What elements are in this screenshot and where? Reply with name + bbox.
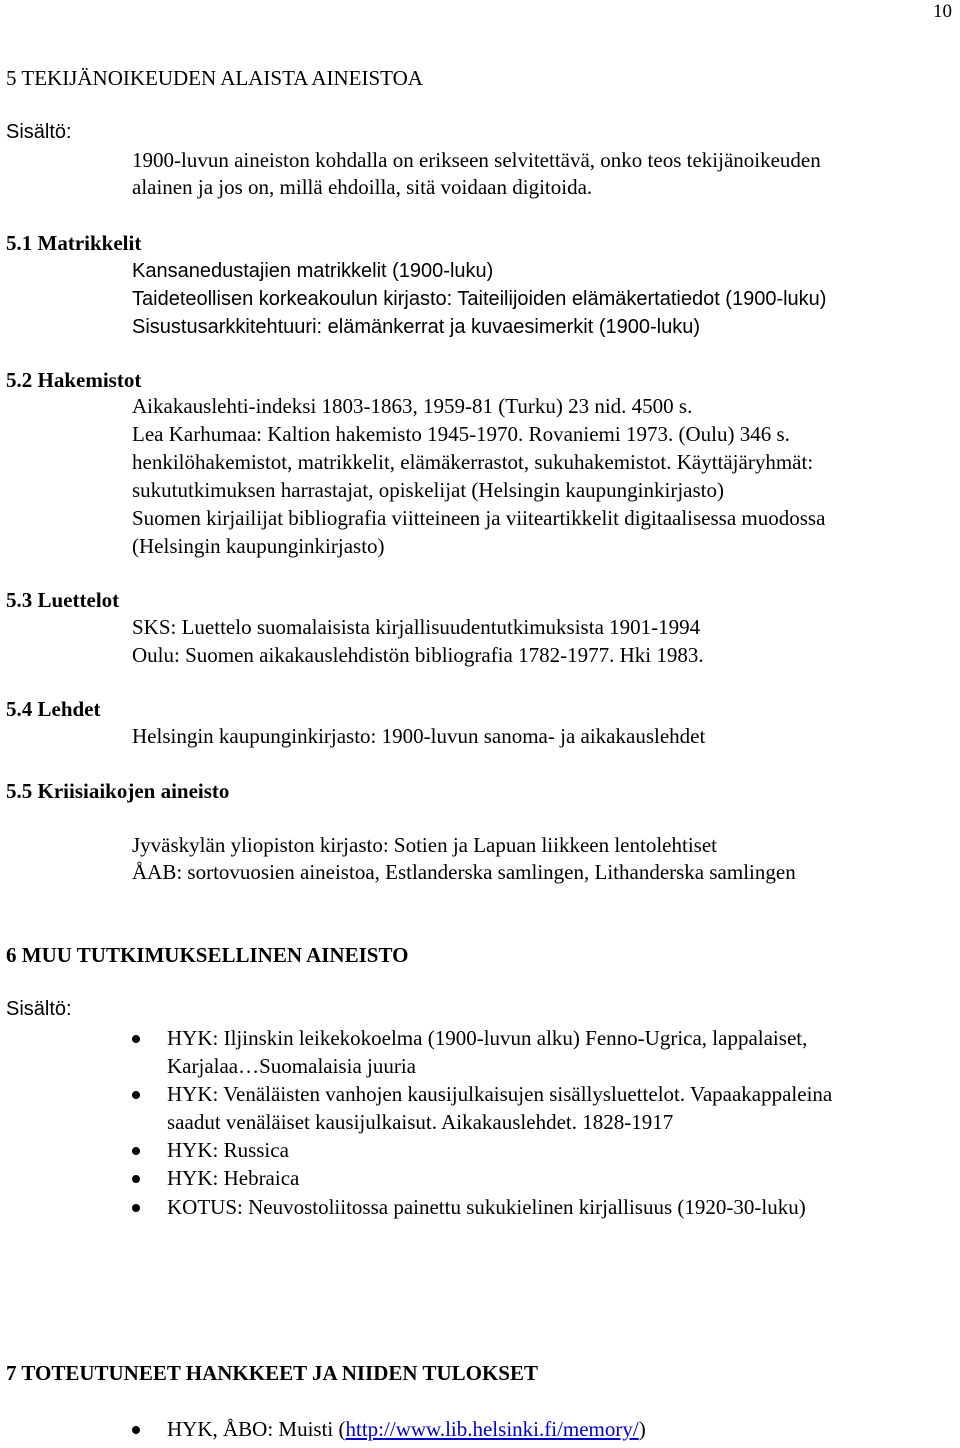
section-5-3-line: Oulu: Suomen aikakauslehdistön bibliografia 1782-1977. Hki 1983.	[132, 643, 704, 667]
page-number: 10	[933, 1, 952, 22]
section-7-bullet-suffix: )	[638, 1417, 646, 1441]
section-5-5-line: ÅAB: sortovuosien aineistoa, Estlanderska samlingen, Lithanderska samlingen	[132, 860, 796, 884]
section-6-bullet-line: HYK: Venäläisten vanhojen kausijulkaisujen sisällysluettelot. Vapaakappaleina	[167, 1082, 833, 1106]
section-5-1-line: Taideteollisen korkeakoulun kirjasto: Taiteilijoiden elämäkertatiedot (1900-luku)	[132, 288, 827, 310]
section-6-bullet-line: HYK: Hebraica	[167, 1166, 300, 1190]
section-7-bullet-prefix: HYK, ÅBO: Muisti (	[167, 1417, 346, 1441]
section-5-1-line: Kansanedustajien matrikkelit (1900-luku)	[132, 260, 494, 282]
section-6-heading: 6 MUU TUTKIMUKSELLINEN AINEISTO	[6, 943, 409, 967]
section-5-2-line: Aikakauslehti-indeksi 1803-1863, 1959-81 (Turku) 23 nid. 4500 s.	[132, 394, 693, 418]
section-6-bullet-line: HYK: Iljinskin leikekokoelma (1900-luvun alku) Fenno-Ugrica, lappalaiset,	[167, 1026, 808, 1050]
bullet-icon	[132, 1175, 140, 1183]
section-7-bullet-line	[167, 1419, 646, 1440]
bullet-icon	[132, 1204, 140, 1212]
section-5-3-line: SKS: Luettelo suomalaisista kirjallisuudentutkimuksista 1901-1994	[132, 615, 701, 639]
section-5-2-line: Suomen kirjailijat bibliografia viitteineen ja viiteartikkelit digitaalisessa muodossa	[132, 506, 826, 530]
section-5-1-line: Sisustusarkkitehtuuri: elämänkerrat ja kuvaesimerkit (1900-luku)	[132, 316, 701, 338]
section-5-sisalto-label: Sisältö:	[6, 121, 72, 143]
bullet-icon	[132, 1091, 140, 1099]
memory-link[interactable]: http://www.lib.helsinki.fi/memory/	[345, 1417, 639, 1441]
section-5-2-line: henkilöhakemistot, matrikkelit, elämäkerrastot, sukuhakemistot. Käyttäjäryhmät:	[132, 450, 814, 474]
section-5-5-heading: 5.5 Kriisiaikojen aineisto	[6, 779, 230, 803]
section-5-sisalto-line: alainen ja jos on, millä ehdoilla, sitä voidaan digitoida.	[132, 175, 593, 199]
bullet-icon	[132, 1147, 140, 1155]
section-5-2-line: sukututkimuksen harrastajat, opiskelijat (Helsingin kaupunginkirjasto)	[132, 478, 724, 502]
section-6-bullet-line: saadut venäläiset kausijulkaisut. Aikakauslehdet. 1828-1917	[167, 1110, 674, 1134]
section-5-heading: 5 TEKIJÄNOIKEUDEN ALAISTA AINEISTOA	[6, 66, 423, 90]
section-5-2-line: Lea Karhumaa: Kaltion hakemisto 1945-1970. Rovaniemi 1973. (Oulu) 346 s.	[132, 422, 790, 446]
section-6-bullet-line: HYK: Russica	[167, 1138, 289, 1162]
section-5-2-heading: 5.2 Hakemistot	[6, 368, 142, 392]
section-5-3-heading: 5.3 Luettelot	[6, 588, 120, 612]
section-6-sisalto-label: Sisältö:	[6, 998, 72, 1020]
section-6-bullet-line: Karjalaa…Suomalaisia juuria	[167, 1054, 416, 1078]
section-5-sisalto-line: 1900-luvun aineiston kohdalla on erikseen selvitettävä, onko teos tekijänoikeuden	[132, 148, 821, 172]
section-7-heading: 7 TOTEUTUNEET HANKKEET JA NIIDEN TULOKSET	[6, 1361, 538, 1385]
bullet-icon	[132, 1035, 140, 1043]
section-5-5-line: Jyväskylän yliopiston kirjasto: Sotien ja Lapuan liikkeen lentolehtiset	[132, 833, 717, 857]
bullet-icon	[132, 1426, 140, 1434]
section-5-4-line: Helsingin kaupunginkirjasto: 1900-luvun sanoma- ja aikakauslehdet	[132, 724, 706, 748]
section-5-4-heading: 5.4 Lehdet	[6, 697, 101, 721]
section-5-1-heading: 5.1 Matrikkelit	[6, 231, 142, 255]
section-5-2-line: (Helsingin kaupunginkirjasto)	[132, 534, 385, 558]
section-6-bullet-line: KOTUS: Neuvostoliitossa painettu sukukielinen kirjallisuus (1920-30-luku)	[167, 1195, 806, 1219]
